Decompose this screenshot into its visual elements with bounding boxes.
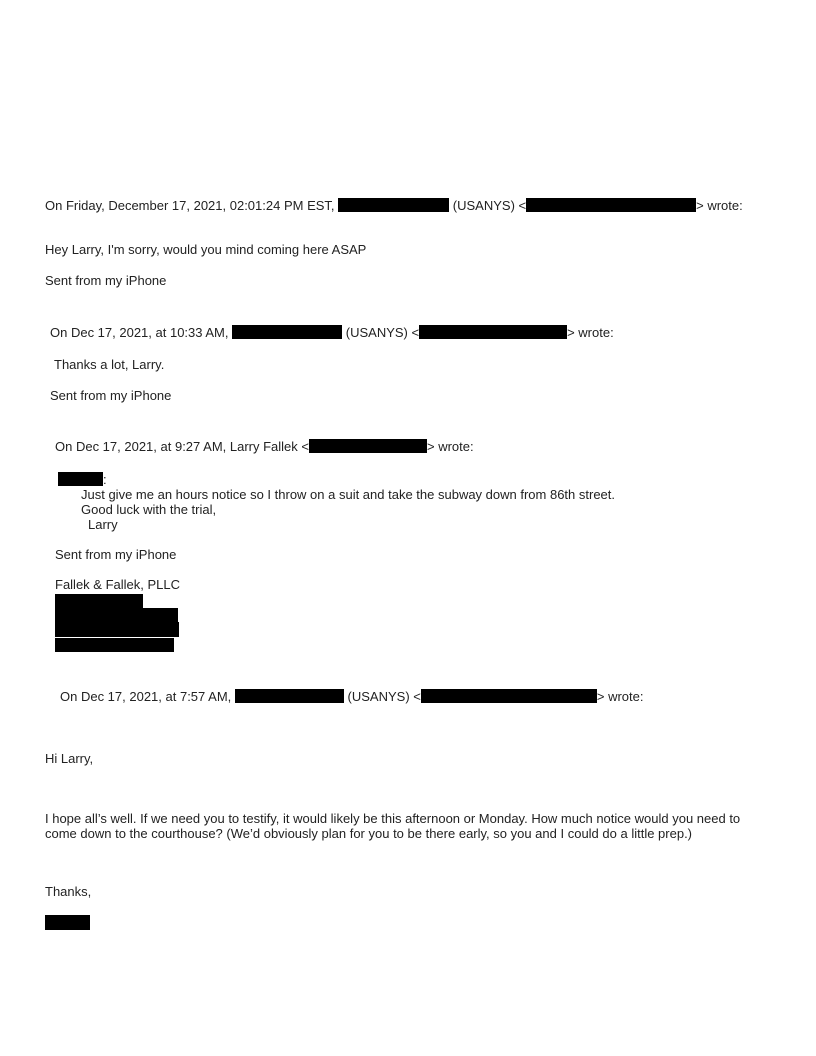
redacted-email-address: [419, 325, 567, 339]
msg3-header-prefix: On Dec 17, 2021, at 9:27 AM, Larry Fallek <: [55, 439, 309, 454]
redacted-recipient-name: [58, 472, 103, 486]
redacted-sender-name: [232, 325, 342, 339]
msg4-greeting: Hi Larry,: [45, 751, 94, 766]
redacted-sender-name: [235, 689, 344, 703]
redacted-sender-name: [338, 198, 449, 212]
msg1-wrote: > wrote:: [696, 198, 743, 213]
msg2-body: Thanks a lot, Larry.: [54, 357, 165, 372]
redacted-email-address: [421, 689, 597, 703]
msg3-signature: Sent from my iPhone: [55, 547, 177, 562]
msg4-body-line1: I hope all’s well. If we need you to testify, it would likely be this afternoon or Monday. How much notice would you need to: [45, 811, 741, 826]
redacted-email-address: [526, 198, 696, 212]
msg3-header: [55, 439, 474, 455]
msg2-header: [50, 325, 614, 341]
msg2-header-prefix: On Dec 17, 2021, at 10:33 AM,: [50, 325, 229, 340]
msg2-signature: Sent from my iPhone: [50, 388, 172, 403]
msg1-sender-org: (USANYS) <: [452, 198, 527, 213]
msg3-wrote: > wrote:: [427, 439, 474, 454]
msg1-signature: Sent from my iPhone: [45, 273, 167, 288]
redacted-signature-name: [45, 915, 90, 930]
msg2-sender-org: (USANYS) <: [345, 325, 420, 340]
msg1-header-prefix: On Friday, December 17, 2021, 02:01:24 PM EST,: [45, 198, 335, 213]
redacted-address-line: [55, 608, 178, 622]
msg4-body-line2: come down to the courthouse? (We’d obviously plan for you to be there early, so you and I could do a little prep.): [45, 826, 693, 841]
msg3-body-line1: Just give me an hours notice so I throw on a suit and take the subway down from 86th street.: [81, 487, 616, 502]
msg3-body-line3: Larry: [88, 517, 118, 532]
msg4-header: [60, 689, 643, 705]
msg4-sender-org: (USANYS) <: [347, 689, 421, 704]
msg4-closing: Thanks,: [45, 884, 92, 899]
redacted-address-line: [55, 638, 174, 652]
msg1-header: [45, 198, 743, 214]
redacted-email-address: [309, 439, 427, 453]
msg2-wrote: > wrote:: [567, 325, 614, 340]
msg3-body-line2: Good luck with the trial,: [81, 502, 217, 517]
msg4-header-prefix: On Dec 17, 2021, at 7:57 AM,: [60, 689, 232, 704]
msg1-body: Hey Larry, I'm sorry, would you mind coming here ASAP: [45, 242, 367, 257]
msg3-greeting-suffix: :: [103, 472, 107, 487]
msg3-greeting: [58, 472, 107, 488]
redacted-address-line: [55, 622, 179, 637]
redacted-address-line: [55, 594, 143, 608]
msg3-firm-name: Fallek & Fallek, PLLC: [55, 577, 180, 592]
msg4-wrote: > wrote:: [596, 689, 644, 704]
